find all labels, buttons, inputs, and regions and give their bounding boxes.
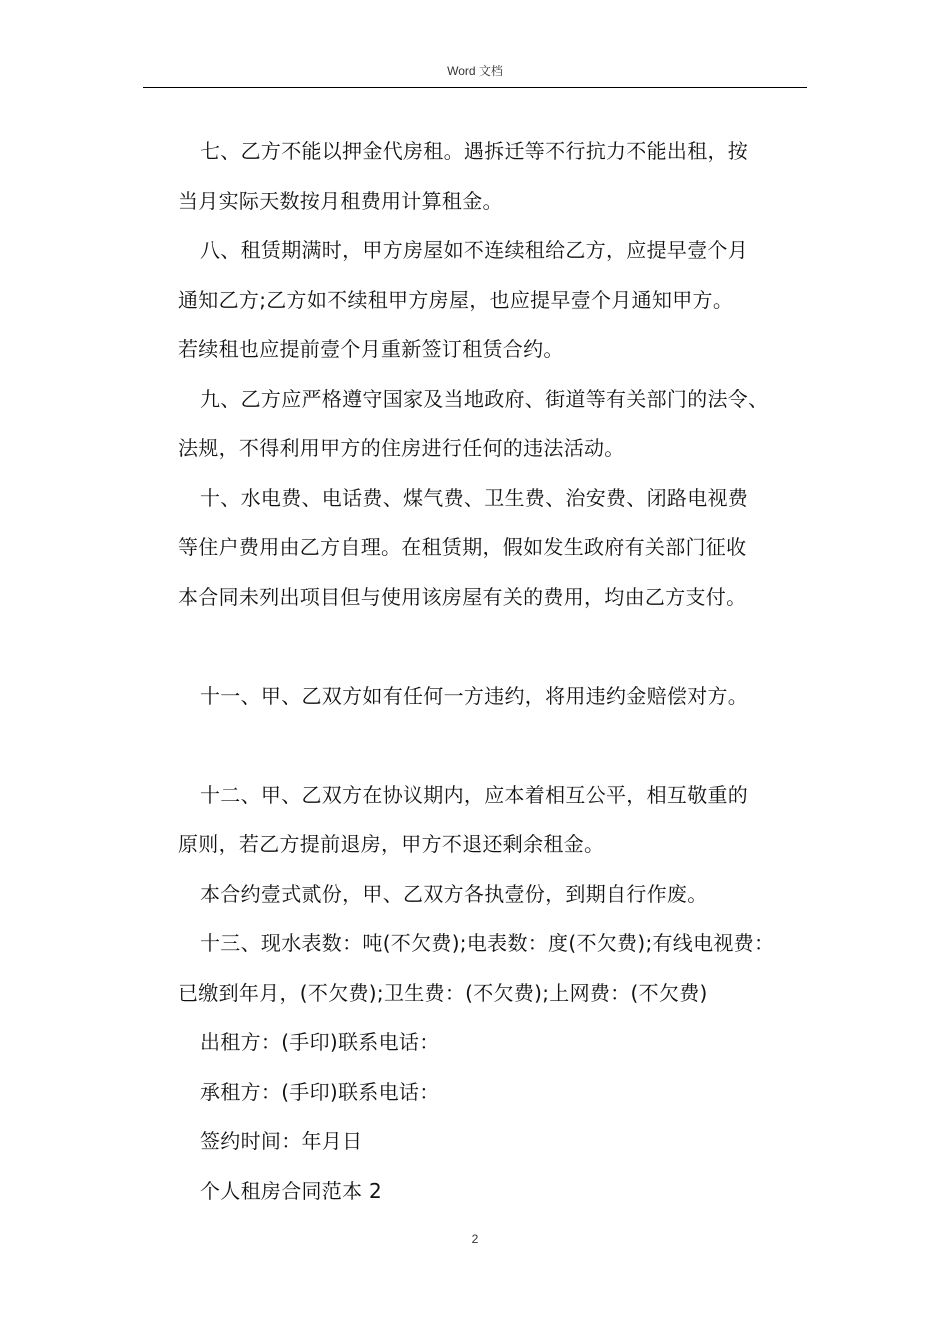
signing-date-line: 签约时间：年月日 <box>200 1129 363 1153</box>
clause-12-line-2: 原则，若乙方提前退房，甲方不退还剩余租金。 <box>178 832 605 856</box>
clause-8-line-1: 八、租赁期满时，甲方房屋如不连续租给乙方，应提早壹个月 <box>200 238 749 262</box>
clause-7-line-2: 当月实际天数按月租费用计算租金。 <box>178 188 503 213</box>
clause-10-line-3: 本合同未列出项目但与使用该房屋有关的费用，均由乙方支付。 <box>178 584 747 609</box>
page-header: Word 文档 <box>447 64 503 78</box>
clause-8-line-3: 若续租也应提前壹个月重新签订租赁合约。 <box>178 337 564 361</box>
copies-clause: 本合约壹式贰份，甲、乙双方各执壹份，到期自行作废。 <box>200 881 708 906</box>
page-number: 2 <box>471 1232 479 1246</box>
document-body <box>178 127 818 1216</box>
section-title: 个人租房合同范本 2 <box>200 1178 383 1203</box>
clause-7-line-1: 七、乙方不能以押金代房租。遇拆迁等不行抗力不能出租，按 <box>200 139 749 163</box>
clause-13-line-1: 十三、现水表数：吨(不欠费);电表数：度(不欠费);有线电视费： <box>200 931 775 955</box>
clause-8-line-2: 通知乙方;乙方如不续租甲方房屋，也应提早壹个月通知甲方。 <box>178 287 734 312</box>
blank-line <box>178 721 818 771</box>
blank-line <box>178 622 818 672</box>
lessor-signature-line: 出租方：(手印)联系电话： <box>200 1030 440 1054</box>
clause-10-line-2: 等住户费用由乙方自理。在租赁期，假如发生政府有关部门征收 <box>178 535 747 559</box>
header-divider <box>143 87 807 88</box>
clause-10-line-1: 十、水电费、电话费、煤气费、卫生费、治安费、闭路电视费 <box>200 485 749 510</box>
clause-9-line-1: 九、乙方应严格遵守国家及当地政府、街道等有关部门的法令、 <box>200 386 769 411</box>
clause-13-line-2: 已缴到年月，(不欠费);卫生费：(不欠费);上网费：(不欠费) <box>178 980 708 1005</box>
lessee-signature-line: 承租方：(手印)联系电话： <box>200 1079 440 1104</box>
clause-12-line-1: 十二、甲、乙双方在协议期内，应本着相互公平，相互敬重的 <box>200 782 749 807</box>
clause-11-line-1: 十一、甲、乙双方如有任何一方违约，将用违约金赔偿对方。 <box>200 683 749 708</box>
clause-9-line-2: 法规，不得利用甲方的住房进行任何的违法活动。 <box>178 436 625 460</box>
